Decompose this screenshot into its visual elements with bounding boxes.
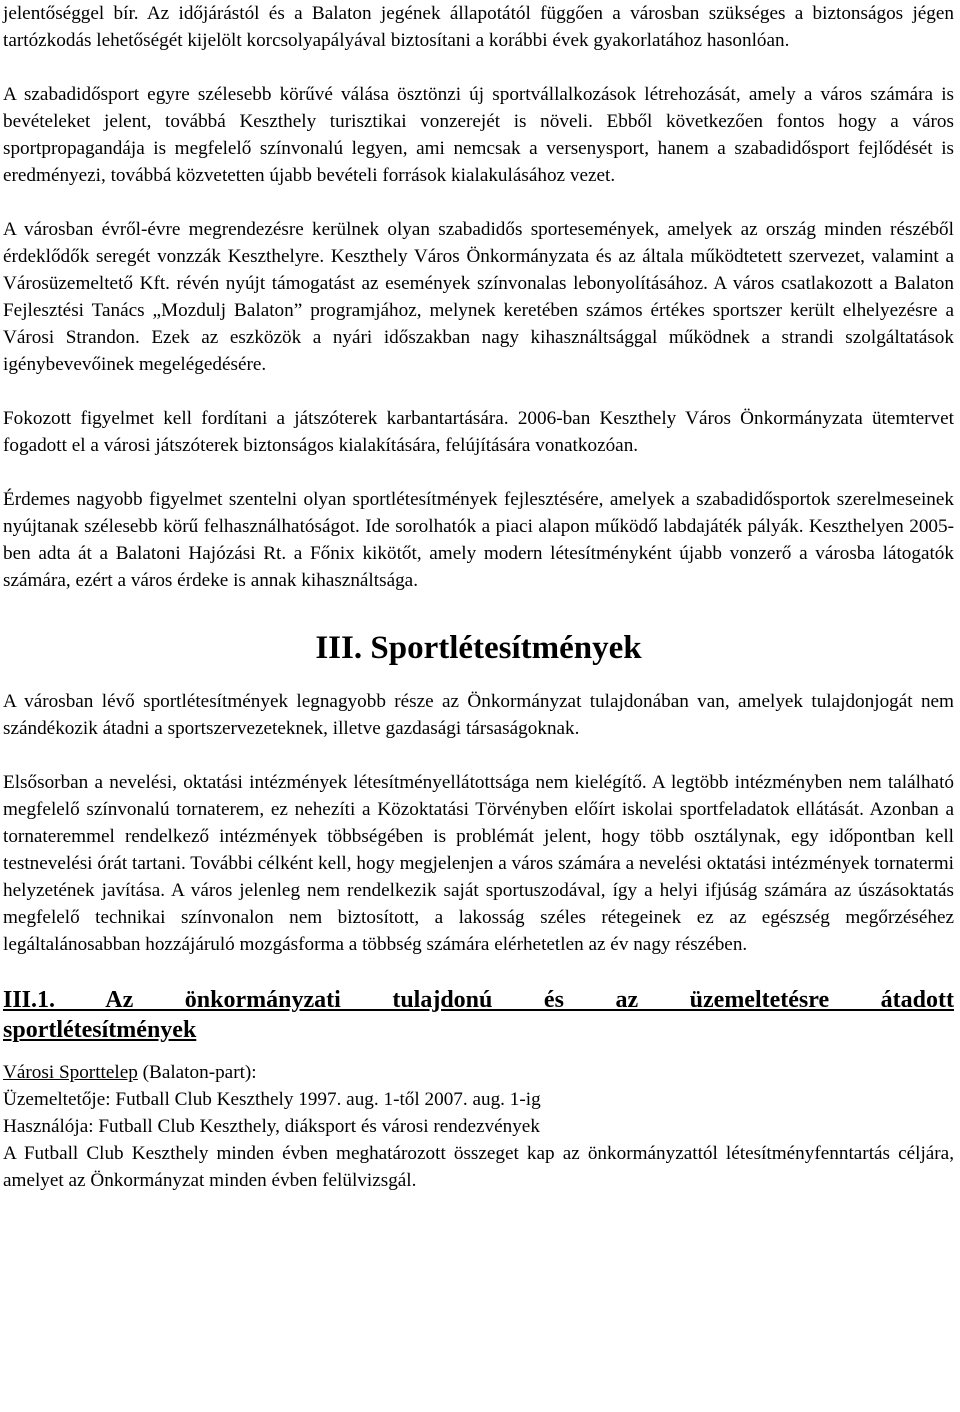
paragraph-ownership: A városban lévő sportlétesítmények legnagyobb része az Önkormányzat tulajdonában van, amelyek tulajdonjogát nem szándékozik átadni a sportszervezeteknek, illetve gazdasági társaságoknak. (3, 691, 954, 739)
paragraph-playgrounds: Fokozott figyelmet kell fordítani a játszóterek karbantartására. 2006-ban Keszthely Város Önkormányzata ütemtervet fogadott el a városi játszóterek biztonságos kialakítására, felújítására vonatkozóan. (3, 408, 954, 456)
facility-user: Használója: Futball Club Keszthely, diáksport és városi rendezvények (3, 1116, 540, 1137)
paragraph-leisure-sport-business: A szabadidősport egyre szélesebb körűvé válása ösztönzi új sportvállalkozások létrehozását, amely a város számára is bevételeket jelent, továbbá Keszthely turisztikai vonzerejét is növeli. Ebből következően fontos hogy a város sportpropagandája is megfelelő színvonalú legyen, ami nemcsak a versenysport, hanem a szabadidősport fejlődését is eredményezi, továbbá közvetetten újabb bevételi források kialakulásához vezet. (3, 84, 954, 186)
subsection-heading-line2: sportlétesítmények (3, 1017, 197, 1043)
paragraph-school-facilities: Elsősorban a nevelési, oktatási intézmények létesítményellátottsága nem kielégítő. A legtöbb intézményben nem található megfelelő színvonalú tornaterem, ez nehezíti a Közoktatási Törvényben előírt iskolai sportfeladatok ellátását. Azonban a tornateremmel rendelkező intézmények többségében is problémát jelent, hogy több osztálynak, egy időpontban kell testnevelési órát tartani. További célként kell, hogy megjelenjen a város számára a nevelési oktatási intézmények tornatermi helyzetének javítása. A város jelenleg nem rendelkezik saját sportuszodával, így a helyi ifjúság számára az úszásoktatás megfelelő technikai színvonalon nem biztosított, a lakosság széles rétegeinek ez az egészség megőrzéséhez legáltalánosabban hozzájáruló mozgásforma a többség számára elérhetetlen az év nagy részében. (3, 772, 954, 955)
facility-location: (Balaton-part): (137, 1062, 257, 1083)
facility-name: Városi Sporttelep (3, 1062, 138, 1083)
facility-funding: A Futball Club Keszthely minden évben meghatározott összeget kap az önkormányzattól létesítményfenntartás céljára, amelyet az Önkormányzat minden évben felülvizsgál. (3, 1143, 954, 1191)
facility-title-line (3, 1059, 954, 1086)
paragraph-leisure-events: A városban évről-évre megrendezésre kerülnek olyan szabadidős sportesemények, amelyek az ország minden részéből érdeklődők seregét vonzzák Keszthelyre. Keszthely Város Önkormányzata és az általa működtetett szervezet, valamint a Városüzemeltető Kft. révén nyújt támogatást az események színvonalas lebonyolításához. A város csatlakozott a Balaton Fejlesztési Tanács „Mozdulj Balaton” programjához, melynek keretében számos értékes sportszer került elhelyezésre a Városi Strandon. Ezek az eszközök a nyári időszakban nagy kihasználtsággal működnek a strandi szolgáltatások igénybevevőinek megelégedésére. (3, 219, 954, 375)
paragraph-ice-rink: jelentőséggel bír. Az időjárástól és a Balaton jegének állapotától függően a városban szükséges a biztonságos jégen tartózkodás lehetőségét kijelölt korcsolyapályával biztosítani a korábbi évek gyakorlatához hasonlóan. (3, 3, 954, 51)
document-page (3, 0, 954, 1194)
section-heading: III. Sportlétesítmények (315, 630, 642, 666)
subsection-heading-line1: III.1. Az önkormányzati tulajdonú és az üzemeltetésre átadott (3, 987, 954, 1013)
paragraph-facility-development: Érdemes nagyobb figyelmet szentelni olyan sportlétesítmények fejlesztésére, amelyek a szabadidősportok szerelmeseinek nyújtanak szélesebb körű felhasználhatóságot. Ide sorolhatók a piaci alapon működő labdajáték pályák. Keszthelyen 2005-ben adta át a Balatoni Hajózási Rt. a Főnix kikötőt, amely modern létesítményként újabb vonzerő a városba látogatók számára, ezért a város érdeke is annak kihasználtsága. (3, 489, 954, 591)
facility-entry (3, 1059, 954, 1194)
facility-operator: Üzemeltetője: Futball Club Keszthely 1997. aug. 1-től 2007. aug. 1-ig (3, 1089, 541, 1110)
subsection-heading (3, 985, 954, 1045)
